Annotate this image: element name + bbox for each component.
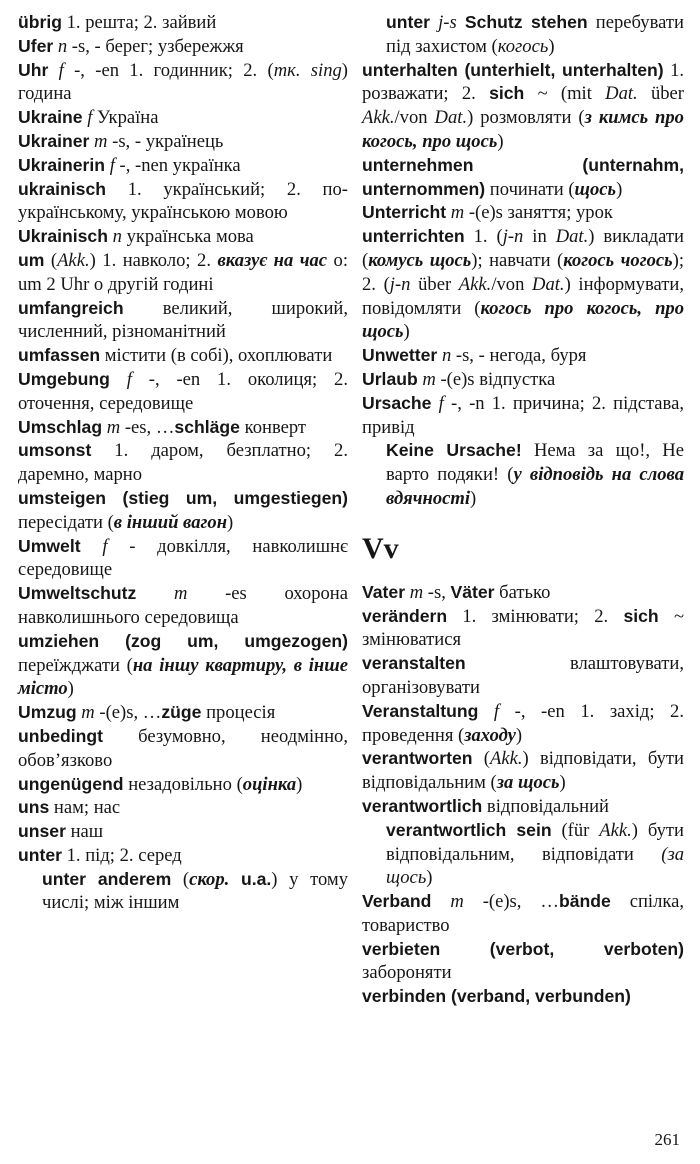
- dictionary-entry: [362, 11, 684, 59]
- headword: Ukraine: [18, 107, 83, 128]
- dictionary-entry: [18, 844, 348, 868]
- dictionary-entry: [362, 938, 684, 986]
- dictionary-entry: [18, 796, 348, 820]
- dictionary-entry: [362, 581, 684, 605]
- dictionary-entry: [362, 605, 684, 653]
- dictionary-entry: [18, 630, 348, 701]
- bold-text: u.a.: [240, 868, 272, 889]
- text: ): [470, 487, 477, 509]
- left-column: [18, 11, 348, 915]
- headword: umfassen: [18, 345, 101, 366]
- text: 1. даром, безплатно; 2. даремно, марно: [18, 440, 348, 486]
- text: влаштовувати, організовувати: [362, 653, 684, 698]
- dictionary-entry: [18, 773, 348, 797]
- dictionary-entry: [362, 201, 684, 225]
- headword: veranstalten: [362, 653, 466, 674]
- text: -es, …: [120, 416, 175, 438]
- dictionary-entry: [18, 225, 348, 249]
- text: ): [497, 130, 504, 152]
- italic-text: f: [102, 535, 108, 557]
- italic-text: f: [109, 154, 115, 176]
- text: пересідати (: [18, 511, 114, 533]
- text: -(e)s заняття; урок: [464, 202, 613, 224]
- text: великий, широкий, численний, різноманітний: [18, 297, 348, 343]
- dictionary-entry: [362, 700, 684, 748]
- headword: verbieten (verbot, verboten): [362, 938, 684, 959]
- italic-text: Akk.: [362, 107, 395, 129]
- text: [229, 869, 241, 890]
- italic-note: когось: [497, 35, 549, 57]
- dictionary-entry: [18, 701, 348, 725]
- headword: Uhr: [18, 59, 49, 80]
- text: 1. під; 2. серед: [61, 844, 182, 866]
- bold-italic-note: у відповідь на слова вдячності: [386, 464, 685, 509]
- dictionary-entry: [18, 368, 348, 416]
- italic-text: Akk.: [490, 748, 523, 770]
- text: ): [426, 867, 433, 889]
- text: -, -nen українка: [114, 154, 241, 176]
- text: - довкілля, навколишнє середовище: [18, 535, 349, 581]
- headword: Ursache: [362, 392, 432, 413]
- dictionary-entry: [18, 11, 348, 35]
- bold-text: schläge: [174, 416, 240, 437]
- text: ) розмовляти (: [467, 107, 585, 129]
- text: 1. розважати; 2.: [362, 59, 685, 105]
- dictionary-entry: [18, 59, 348, 107]
- sub-entry: [18, 868, 348, 916]
- bold-italic-note: вказує на час: [217, 249, 328, 271]
- headword: Ufer: [18, 35, 54, 56]
- text: ~ змінюватися: [362, 605, 684, 651]
- text: (: [472, 748, 490, 770]
- italic-text: n: [57, 35, 68, 57]
- headword: unter: [18, 844, 62, 865]
- bold-text: Väter: [450, 581, 495, 602]
- bold-text: verantwortlich sein: [386, 819, 552, 840]
- italic-text: Dat.: [555, 226, 589, 248]
- bold-text: sich: [623, 605, 659, 626]
- text: Нема за що!, Не варто подяки! (: [386, 440, 684, 486]
- headword: uns: [18, 797, 50, 818]
- text: процесія: [201, 702, 276, 724]
- bold-italic-note: скор.: [189, 868, 230, 890]
- dictionary-entry: [362, 59, 684, 154]
- headword: Umzug: [18, 702, 77, 723]
- bold-text: unter: [386, 12, 430, 32]
- dictionary-entry: [18, 535, 348, 583]
- italic-text: Akk.: [57, 249, 90, 271]
- text: ) 1. навколо; 2.: [89, 249, 218, 271]
- italic-text: Dat.: [605, 83, 638, 105]
- dictionary-entry: [18, 130, 348, 154]
- text: -s,: [423, 581, 451, 603]
- sub-entry: [362, 819, 684, 890]
- text: відповідальний: [482, 795, 609, 817]
- text: über: [637, 83, 684, 105]
- text: о: um 2 Uhr о другій годині: [18, 249, 348, 295]
- italic-text: m: [450, 202, 465, 224]
- headword: Umwelt: [18, 535, 81, 556]
- dictionary-entry: [18, 249, 348, 297]
- headword: übrig: [18, 12, 62, 32]
- bold-text: Schutz stehen: [464, 12, 588, 32]
- dictionary-entry: [362, 652, 684, 700]
- text: Україна: [92, 107, 159, 129]
- dictionary-entry: [362, 225, 684, 344]
- text: [457, 12, 465, 33]
- headword: unser: [18, 821, 66, 842]
- bold-italic-note: комусь щось: [368, 249, 472, 271]
- text: конверт: [239, 416, 307, 438]
- text: ~ (mit: [524, 83, 606, 105]
- italic-text: Akk.: [458, 273, 492, 295]
- text: українська мова: [121, 226, 254, 248]
- italic-text: f: [126, 368, 132, 390]
- bold-text: züge: [161, 702, 202, 723]
- text: ): [227, 511, 234, 533]
- text: ): [67, 678, 74, 700]
- text: [136, 583, 174, 604]
- bold-text: Keine Ursache!: [386, 440, 522, 461]
- text: [431, 393, 438, 414]
- headword: ungenügend: [18, 773, 124, 794]
- text: -, -n 1. причина; 2. підстава, привід: [362, 392, 684, 438]
- text: ): [403, 321, 410, 343]
- page-number: 261: [654, 1130, 680, 1149]
- dictionary-entry: [362, 368, 684, 392]
- italic-text: m: [81, 702, 95, 724]
- text: ): [548, 35, 555, 57]
- headword: umsteigen (stieg um, umgestiegen): [18, 487, 348, 508]
- dictionary-entry: [362, 985, 684, 1009]
- headword: umfangreich: [18, 297, 124, 318]
- bold-italic-note: на іншу квартиру, в інше місто: [18, 654, 348, 700]
- text: in: [523, 226, 556, 248]
- text: ); 2. (: [362, 249, 684, 295]
- italic-text: тк. sing: [273, 59, 342, 81]
- text: [110, 369, 127, 390]
- text: ): [616, 178, 623, 200]
- italic-text: n: [112, 226, 122, 248]
- italic-text: f: [87, 107, 93, 129]
- dictionary-entry: [362, 392, 684, 440]
- dictionary-entry: [362, 344, 684, 368]
- headword: unterhalten (unterhielt, unterhalten): [362, 59, 664, 80]
- dictionary-entry: [18, 820, 348, 844]
- italic-text: j-s: [438, 12, 457, 33]
- dictionary-entry: [362, 795, 684, 819]
- headword: verbinden (verband, verbunden): [362, 986, 631, 1007]
- headword: Umweltschutz: [18, 583, 137, 604]
- dictionary-entry: [362, 747, 684, 795]
- text: [478, 701, 494, 722]
- text: 1. решта; 2. зайвий: [61, 12, 217, 33]
- headword: um: [18, 249, 45, 270]
- text: -s, - українець: [107, 130, 224, 152]
- text: -, -en 1. годинник; 2. (: [63, 59, 274, 81]
- text: [81, 536, 103, 557]
- italic-text: f: [438, 392, 444, 414]
- bold-italic-note: заходу: [464, 724, 516, 746]
- italic-text: m: [409, 581, 424, 603]
- text: ); навчати (: [471, 249, 564, 271]
- headword: Umschlag: [18, 416, 103, 437]
- bold-text: sich: [489, 83, 525, 104]
- headword: verändern: [362, 605, 448, 626]
- dictionary-entry: [18, 35, 348, 59]
- section-letter-text: Vv: [362, 531, 399, 565]
- headword: Ukrainerin: [18, 154, 106, 175]
- italic-text: f: [493, 700, 500, 722]
- text: нам; нас: [49, 797, 121, 819]
- dictionary-entry: [18, 154, 348, 178]
- text: батько: [494, 581, 551, 603]
- text: -(e)s, …: [463, 891, 559, 913]
- text: забороняти: [362, 962, 452, 984]
- headword: unbedingt: [18, 725, 104, 746]
- headword: unternehmen (unternahm, unternommen): [362, 154, 684, 199]
- text: ): [559, 772, 566, 794]
- italic-text: Dat.: [532, 273, 565, 295]
- italic-note: (за щось: [386, 843, 684, 889]
- text: 1. (: [464, 226, 503, 248]
- text: ) відповідати, бути відповідальним (: [362, 748, 685, 794]
- text: -, -en 1. околиця; 2. оточення, середовище: [18, 368, 348, 414]
- text: безумовно, неодмінно, обов’язково: [18, 725, 348, 771]
- headword: Urlaub: [362, 368, 418, 389]
- text: [430, 12, 438, 33]
- dictionary-entry: [18, 582, 348, 630]
- text: ) викладати (: [362, 226, 684, 271]
- headword: Vater: [362, 581, 406, 602]
- italic-text: Dat.: [434, 107, 468, 129]
- italic-text: Akk.: [599, 819, 632, 841]
- text: переїжджати (: [18, 654, 133, 676]
- text: починати (: [485, 178, 575, 200]
- text: ): [515, 724, 523, 746]
- headword: verantworten: [362, 748, 473, 769]
- text: (: [171, 868, 190, 890]
- sub-entry: [362, 439, 684, 510]
- headword: Ukrainer: [18, 130, 90, 151]
- bold-italic-note: за щось: [496, 772, 560, 794]
- text: ) інформувати, повідомляти (: [362, 273, 684, 319]
- italic-text: m: [450, 891, 464, 913]
- italic-text: m: [173, 583, 188, 605]
- text: [431, 891, 450, 912]
- text: über: [410, 273, 459, 295]
- text: ): [296, 773, 303, 795]
- headword: Ukrainisch: [18, 226, 108, 247]
- italic-text: j-n: [502, 226, 524, 248]
- dictionary-entry: [18, 106, 348, 130]
- headword: Veranstaltung: [362, 700, 479, 721]
- text: містити (в собі), охоплювати: [100, 345, 333, 367]
- headword: Unterricht: [362, 202, 447, 223]
- text: спілка, товариство: [362, 891, 685, 936]
- bold-text: unter anderem: [42, 868, 172, 889]
- text: ) бути відповідальним, відповідати: [386, 819, 684, 865]
- italic-text: f: [58, 59, 64, 81]
- headword: Verband: [362, 891, 432, 912]
- bold-italic-note: когось чогось: [563, 249, 673, 271]
- text: 1. змінювати; 2.: [447, 605, 624, 627]
- bold-italic-note: щось: [574, 178, 617, 200]
- text: (für: [551, 819, 600, 841]
- headword: Unwetter: [362, 345, 438, 366]
- dictionary-entry: [362, 890, 684, 938]
- italic-text: j-n: [389, 273, 411, 295]
- dictionary-entry: [18, 439, 348, 487]
- text: (: [44, 249, 58, 271]
- text: перебувати під захистом (: [386, 12, 684, 57]
- headword: ukrainisch: [18, 178, 107, 199]
- dictionary-entry: [18, 344, 348, 368]
- section-letter: [362, 531, 684, 567]
- text: [48, 60, 58, 81]
- text: -s, - берег; узбережжя: [67, 35, 244, 57]
- text: -(e)s відпустка: [435, 368, 556, 390]
- dictionary-entry: [18, 297, 348, 345]
- headword: Umgebung: [18, 368, 110, 389]
- bold-italic-note: когось про когось, про щось: [362, 297, 684, 343]
- right-column: [362, 11, 684, 1009]
- text: /von: [394, 107, 435, 129]
- text: -, -en 1. захід; 2. проведення (: [362, 700, 684, 746]
- bold-italic-note: оцінка: [242, 773, 297, 795]
- text: -s, - негода, буря: [451, 345, 587, 367]
- headword: umsonst: [18, 440, 92, 461]
- dictionary-entry: [362, 154, 684, 202]
- headword: unterrichten: [362, 226, 465, 247]
- dictionary-entry: [18, 416, 348, 440]
- text: ) у тому числі; між іншим: [42, 868, 348, 914]
- italic-text: m: [422, 368, 436, 390]
- text: /von: [491, 273, 533, 295]
- bold-italic-note: в інший вагон: [113, 511, 228, 533]
- text: наш: [65, 821, 104, 843]
- bold-text: bände: [558, 891, 611, 912]
- text: -(e)s, …: [94, 702, 162, 724]
- text: 1. український; 2. по-українському, українською мовою: [18, 178, 348, 224]
- italic-text: m: [94, 130, 108, 152]
- dictionary-entry: [18, 487, 348, 535]
- bold-italic-note: з кимсь про когось, про щось: [362, 107, 684, 152]
- italic-text: m: [106, 416, 121, 438]
- headword: umziehen (zog um, umgezogen): [18, 630, 348, 651]
- text: ) година: [18, 59, 348, 105]
- dictionary-entry: [18, 178, 348, 226]
- dictionary-entry: [18, 725, 348, 773]
- text: -es охорона навколишнього середовища: [18, 583, 348, 628]
- headword: verantwortlich: [362, 795, 483, 816]
- italic-text: n: [441, 345, 452, 367]
- text: незадовільно (: [123, 773, 243, 795]
